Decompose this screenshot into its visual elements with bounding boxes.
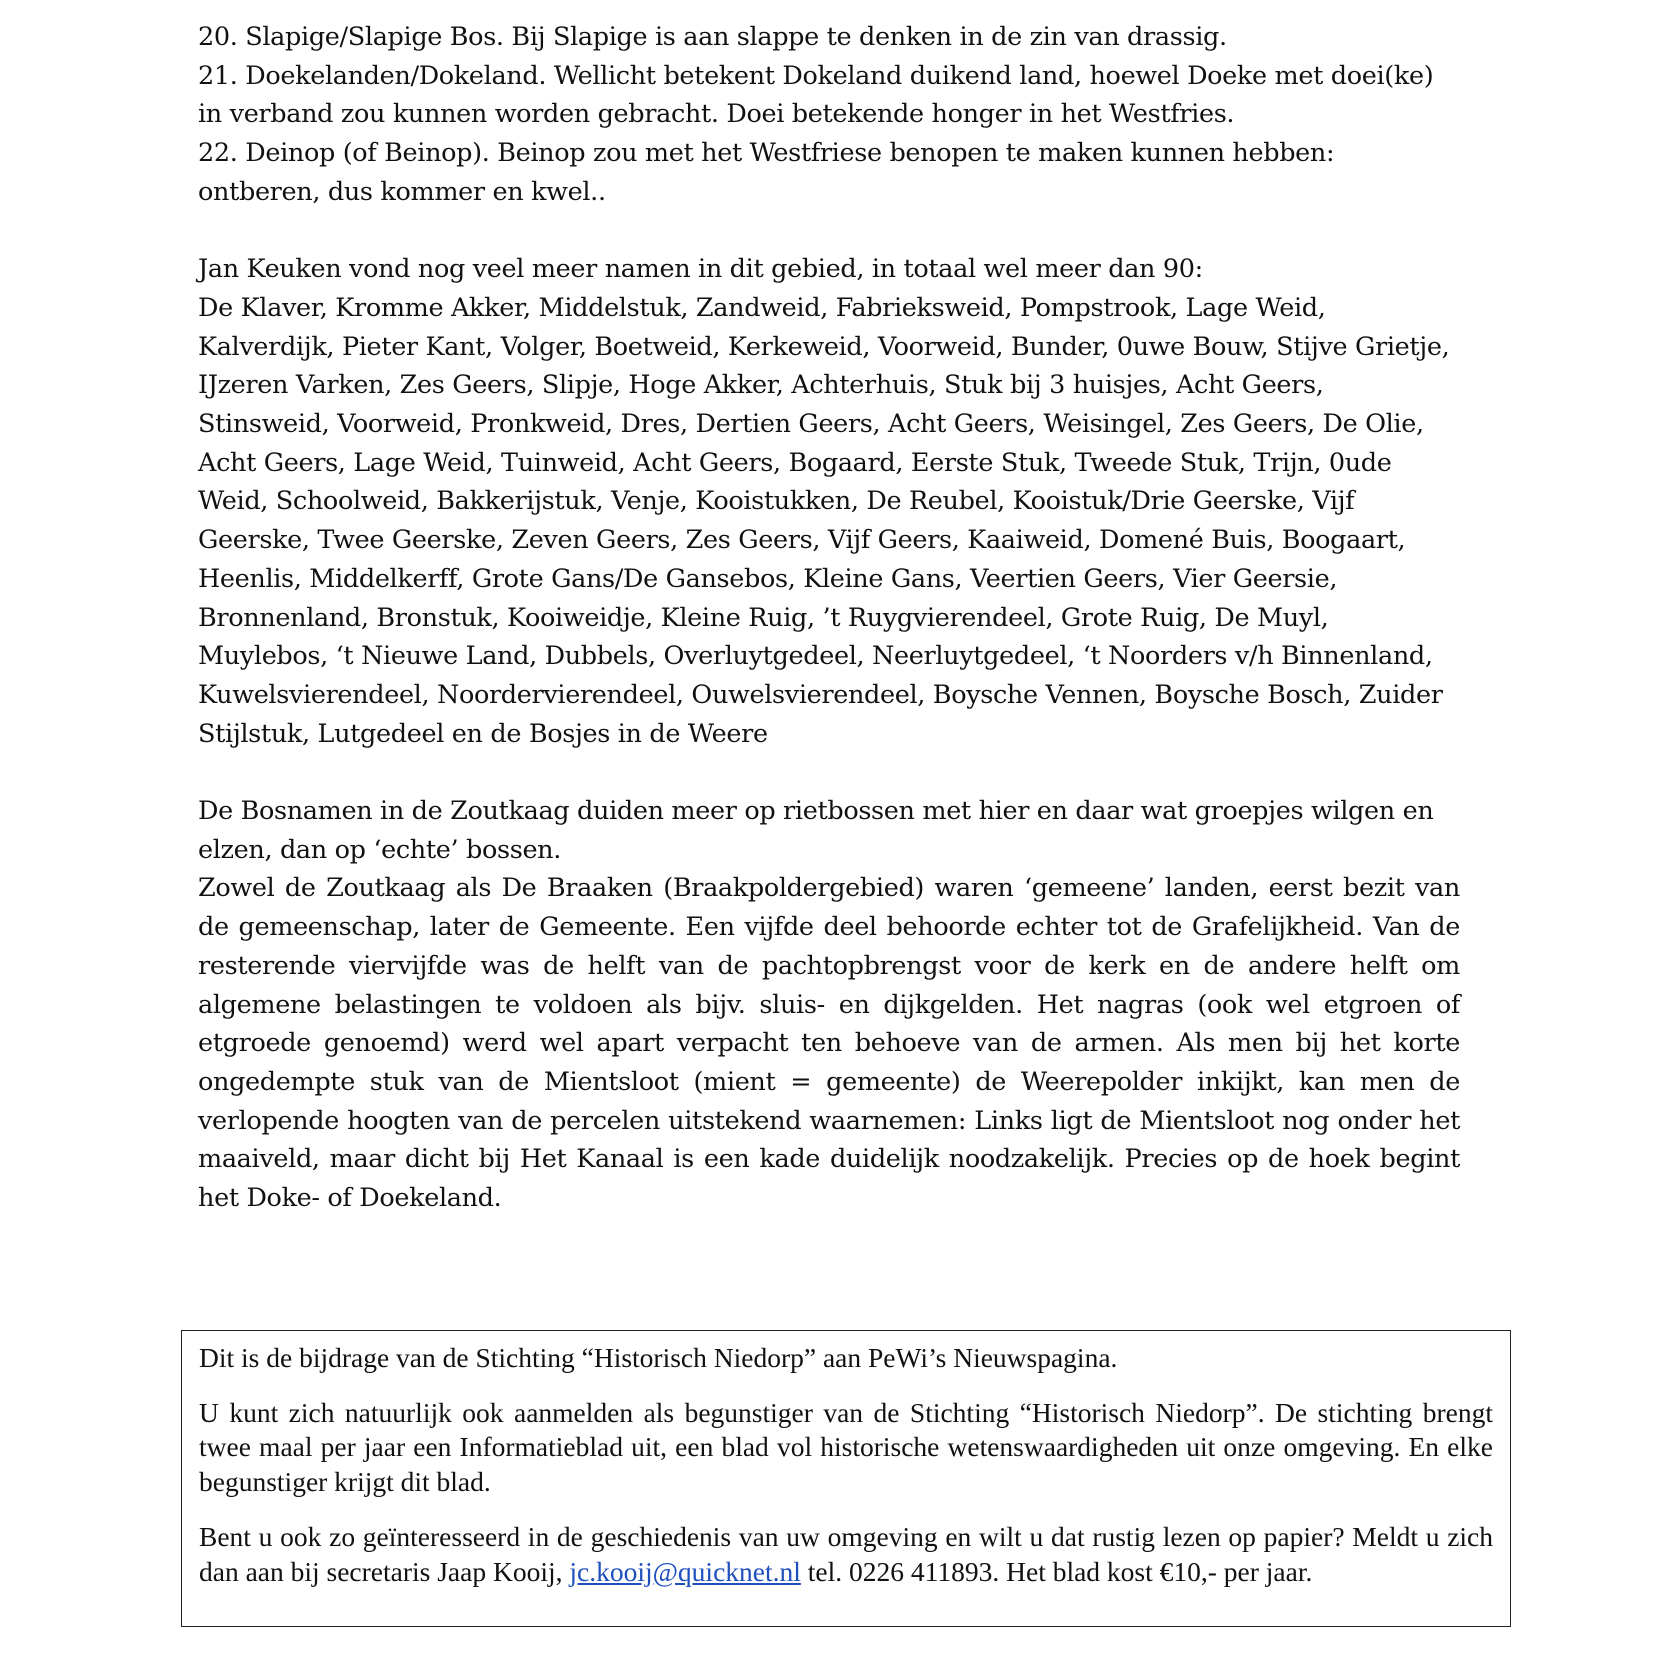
list-item-21: 21. Doekelanden/Dokeland. Wellicht betekent Dokeland duikend land, hoewel Doeke met doei(ke) in verband zou kunnen worden gebracht. Doei betekende honger in het Westfries.: [198, 60, 1434, 130]
zoutkaag-paragraph: Zowel de Zoutkaag als De Braaken (Braakpoldergebied) waren ‘gemeene’ landen, eerst bezit van de gemeenschap, later de Gemeente. Een vijfde deel behoorde echter tot de Grafelijkheid. Van de resterende viervijfde was de helft van de pachtopbrengst voor de kerk en de andere helft om algemene belastingen te voldoen als bijv. sluis- en dijkgelden. Het nagras (ook wel etgroen of etgroede genoemd) werd wel apart verpacht ten behoeve van de armen. Als men bij het korte ongedempte stuk van de Mientsloot (mient = gemeente) de Weerepolder inkijkt, kan men de verlopende hoogten van de percelen uitstekend waarnemen: Links ligt de Mientsloot nog onder het maaiveld, maar dicht bij Het Kanaal is een kade duidelijk noodzakelijk. Precies op de hoek begint het Doke- of Doekeland.: [198, 873, 1460, 1214]
notice-contact-paragraph: [199, 1520, 1493, 1589]
list-item-22: 22. Deinop (of Beinop). Beinop zou met het Westfriese benopen te maken kunnen hebben: ontberen, dus kommer en kwel..: [198, 138, 1335, 207]
paragraph-gap: [198, 212, 1460, 251]
foundation-notice-box: [181, 1330, 1511, 1627]
notice-contact-text: Bent u ook zo geïnteresseerd in de geschiedenis van uw omgeving en wilt u dat rustig lezen op papier? Meldt u zich dan aan bij secretaris Jaap Kooij,: [199, 1521, 1493, 1587]
field-names-list: De Klaver, Kromme Akker, Middelstuk, Zandweid, Fabrieksweid, Pompstrook, Lage Weid, Kalverdijk, Pieter Kant, Volger, Boetweid, Kerkeweid, Voorweid, Bunder, 0uwe Bouw, Stijve Grietje, IJzeren Varken, Zes Geers, Slipje, Hoge Akker, Achterhuis, Stuk bij 3 huisjes, Acht Geers, Stinsweid, Voorweid, Pronkweid, Dres, Dertien Geers, Acht Geers, Weisingel, Zes Geers, De Olie, Acht Geers, Lage Weid, Tuinweid, Acht Geers, Bogaard, Eerste Stuk, Tweede Stuk, Trijn, 0ude Weid, Schoolweid, Bakkerijstuk, Venje, Kooistukken, De Reubel, Kooistuk/Drie Geerske, Vijf Geerske, Twee Geerske, Zeven Geers, Zes Geers, Vijf Geers, Kaaiweid, Domené Buis, Boogaart, Heenlis, Middelkerff, Grote Gans/De Gansebos, Kleine Gans, Veertien Geers, Vier Geersie, Bronnenland, Bronstuk, Kooiweidje, Kleine Ruig, ’t Ruygvierendeel, Grote Ruig, De Muyl, Muylebos, ‘t Nieuwe Land, Dubbels, Overluytgedeel, Neerluytgedeel, ‘t Noorders v/h Binnenland, Kuwelsvierendeel, Noordervierendeel, Ouwelsvierendeel, Boysche Vennen, Boysche Bosch, Zuider Stijlstuk, Lutgedeel en de Bosjes in de Weere: [198, 292, 1450, 749]
notice-contact-text-end: tel. 0226 411893. Het blad kost €10,- per jaar.: [800, 1555, 1313, 1587]
bosnamen-paragraph: De Bosnamen in de Zoutkaag duiden meer op rietbossen met hier en daar wat groepjes wilgen en elzen, dan op ‘echte’ bossen.: [198, 796, 1434, 865]
secretary-email-link[interactable]: jc.kooij@quicknet.nl: [569, 1555, 801, 1587]
article-body: [198, 18, 1460, 1218]
notice-membership-paragraph: U kunt zich natuurlijk ook aanmelden als begunstiger van de Stichting “Historisch Niedorp”. De stichting brengt twee maal per jaar een Informatieblad uit, een blad vol historische wetenswaardigheden uit onze omgeving. En elke begunstiger krijgt dit blad.: [199, 1396, 1493, 1497]
field-names-intro: Jan Keuken vond nog veel meer namen in dit gebied, in totaal wel meer dan 90:: [198, 254, 1203, 285]
list-item-20: 20. Slapige/Slapige Bos. Bij Slapige is aan slappe te denken in de zin van drassig.: [198, 22, 1227, 52]
paragraph-gap: [198, 753, 1460, 792]
notice-contribution-line: Dit is de bijdrage van de Stichting “Historisch Niedorp” aan PeWi’s Nieuwspagina.: [199, 1342, 1118, 1373]
